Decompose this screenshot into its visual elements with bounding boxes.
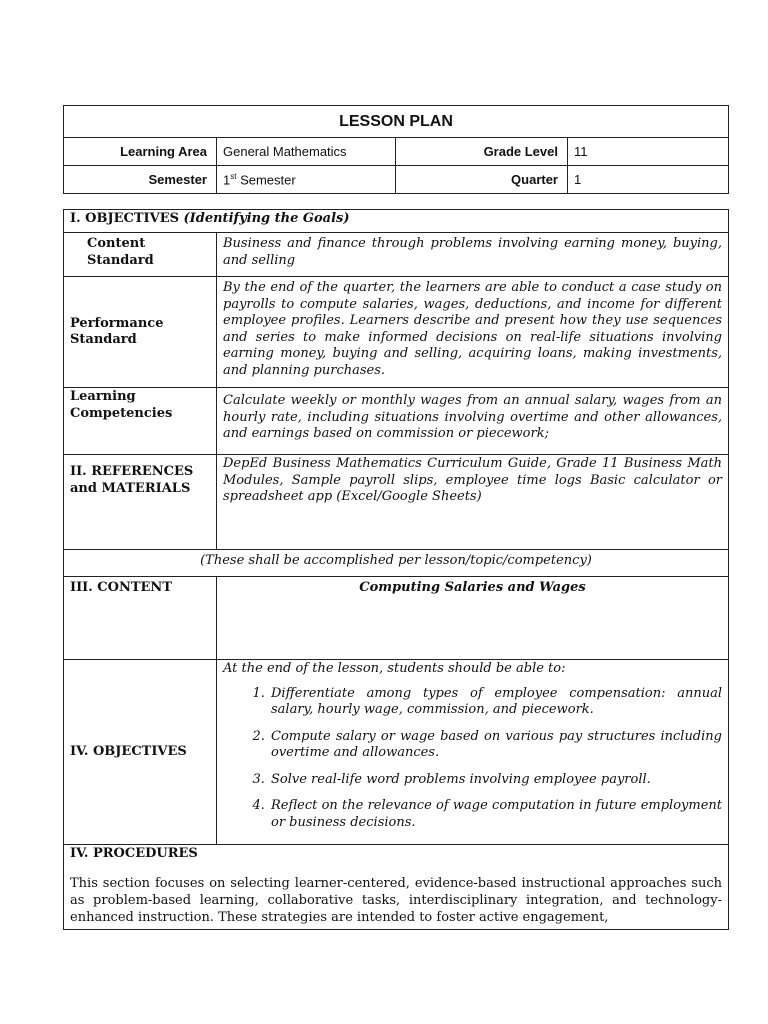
content-standard-text: Business and finance through problems involving earning money, buying, and selling (217, 233, 729, 277)
grade-level-value: 11 (568, 138, 729, 166)
quarter-label: Quarter (396, 166, 568, 194)
learning-competencies-text: Calculate weekly or monthly wages from an annual salary, wages from an hourly rate, including situations involving overtime and other allowances, and earnings based on commission or piecework; (217, 388, 729, 455)
grade-level-label: Grade Level (396, 138, 568, 166)
objectives2-intro: At the end of the lesson, students should be able to: (223, 661, 566, 676)
objective-item: 3. Solve real-life word problems involving employee payroll. (269, 772, 722, 789)
semester-number: 1 (223, 172, 231, 188)
objectives2-label: IV. OBJECTIVES (64, 660, 217, 845)
objectives-heading: I. OBJECTIVES (Identifying the Goals) (64, 210, 729, 233)
objective-item: 2. Compute salary or wage based on various pay structures including overtime and allowances. (269, 729, 722, 762)
learning-area-value: General Mathematics (217, 138, 396, 166)
procedures-label: IV. PROCEDURES (70, 846, 198, 861)
objective-item: 1. Differentiate among types of employee compensation: annual salary, hourly wage, commission, and piecework. (269, 686, 722, 719)
quarter-value: 1 (568, 166, 729, 194)
lesson-plan-title: LESSON PLAN (64, 106, 729, 138)
objectives2-list (223, 686, 722, 832)
content-label: III. CONTENT (64, 577, 217, 660)
learning-competencies-label: Learning Competencies (64, 388, 217, 455)
procedures-cell (64, 845, 729, 930)
procedures-text: This section focuses on selecting learner-centered, evidence-based instructional approaches such as problem-based learning, collaborative tasks, interdisciplinary integration, and technology-enhanced instruction. These strategies are intended to foster active engagement, (70, 875, 722, 925)
semester-text: Semester (236, 172, 296, 188)
accomplished-note: (These shall be accomplished per lesson/topic/competency) (64, 550, 729, 577)
header-table (63, 105, 729, 194)
performance-standard-text: By the end of the quarter, the learners are able to conduct a case study on payrolls to compute salaries, wages, deductions, and income for different employee profiles. Learners describe and present how they use sequences and series to make informed decisions on real-life situations involving earning money, buying and selling, acquiring loans, making investments, and planning purchases. (217, 277, 729, 388)
semester-value (217, 166, 396, 194)
lesson-plan-table (63, 209, 729, 930)
learning-area-label: Learning Area (64, 138, 217, 166)
content-text: Computing Salaries and Wages (217, 577, 729, 660)
semester-label: Semester (64, 166, 217, 194)
content-standard-label: Content Standard (64, 233, 217, 277)
references-text: DepEd Business Mathematics Curriculum Guide, Grade 11 Business Math Modules, Sample payroll slips, employee time logs Basic calculator or spreadsheet app (Excel/Google Sheets) (217, 455, 729, 550)
performance-standard-label: Performance Standard (64, 277, 217, 388)
objectives2-cell (217, 660, 729, 845)
objective-item: 4. Reflect on the relevance of wage computation in future employment or business decisions. (269, 798, 722, 831)
references-label: II. REFERENCES and MATERIALS (64, 455, 217, 550)
semester-ordinal: st (230, 171, 237, 181)
